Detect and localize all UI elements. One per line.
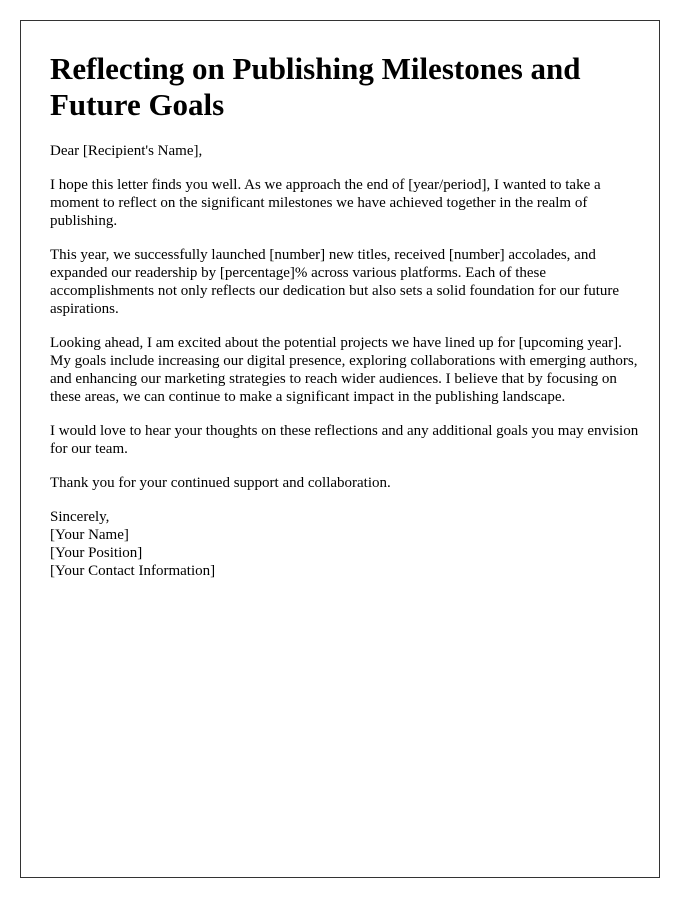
letter-content [50,51,640,580]
paragraph-milestones: This year, we successfully launched [number] new titles, received [number] accolades, and expanded our readership by [percentage]% across various platforms. Each of these accomplishments not only reflects our dedication but also sets a solid foundation for our future aspirations. [50,247,620,317]
letter-page [20,20,660,878]
paragraph-goals: Looking ahead, I am excited about the potential projects we have lined up for [upcoming year]. My goals include increasing our digital presence, exploring collaborations with emerging authors, and enhancing our marketing strategies to reach wider audiences. I believe that by focusing on these areas, we can continue to make a significant impact in the publishing landscape. [50,335,638,405]
salutation: Dear [Recipient's Name], [50,143,203,159]
letter-title: Reflecting on Publishing Milestones and Future Goals [50,51,581,122]
signature-block [50,508,640,580]
signature-contact: [Your Contact Information] [50,563,216,579]
signature-name: [Your Name] [50,527,129,543]
closing: Sincerely, [50,509,110,525]
paragraph-thanks: Thank you for your continued support and collaboration. [50,475,391,491]
paragraph-feedback: I would love to hear your thoughts on these reflections and any additional goals you may envision for our team. [50,423,639,457]
signature-position: [Your Position] [50,545,143,561]
paragraph-intro: I hope this letter finds you well. As we approach the end of [year/period], I wanted to take a moment to reflect on the significant milestones we have achieved together in the realm of publishing. [50,177,601,229]
